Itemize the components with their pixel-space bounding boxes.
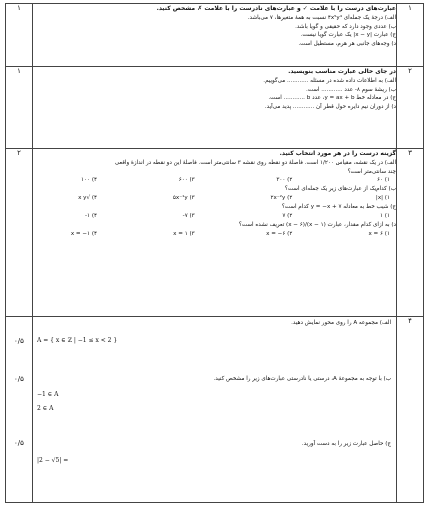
blank-d: د) از دوران نیم دایره حول قطر آن ............ پدید می‌آید. bbox=[264, 104, 396, 111]
question-heading: عبارت‌های درست را با علامت ✓ و عبارت‌های نادرست را با علامت ✗ مشخص کنید. bbox=[156, 5, 396, 12]
part-b-prompt: ب) با توجه به مجموعهٔ A، درستی یا نادرستی عبارت‌های زیر را مشخص کنید. bbox=[213, 376, 391, 382]
score-c: ۰/۵ bbox=[14, 439, 24, 447]
question-body bbox=[33, 149, 397, 317]
option[interactable]: ۱) |x| bbox=[375, 195, 390, 202]
statement-d: د) وجه‌های جانبی هر هرم، مستطیل است. bbox=[298, 41, 396, 48]
mc-options-b bbox=[33, 194, 396, 203]
question-number: ۲ bbox=[397, 67, 424, 149]
question-row-2 bbox=[6, 67, 424, 149]
expression: |2 − √5| = bbox=[37, 457, 69, 464]
statement-b: ب) عددی وجود دارد که حقیقی و گویا باشد. bbox=[295, 23, 396, 30]
part-a-prompt: الف) مجموعه A را روی محور نمایش دهید. bbox=[291, 320, 391, 326]
score-cell: ۱ bbox=[6, 67, 33, 149]
option[interactable]: ۱) ۱ bbox=[380, 213, 390, 220]
set-definition: A = { x ∈ ℤ | −1 ≤ x < 2 } bbox=[37, 337, 118, 344]
option[interactable]: x = −۶ (۲ bbox=[266, 231, 293, 238]
option[interactable]: x = −۱ (۴ bbox=[70, 231, 98, 238]
option[interactable]: ۳) ۷- bbox=[182, 213, 195, 220]
exam-table bbox=[5, 3, 424, 503]
blank-a: الف) به اطلاعات داده شده در مسئله ............ می‌گوییم. bbox=[263, 77, 396, 84]
score-cell: ۱ bbox=[6, 4, 33, 67]
mc-question-a: الف) در یک نقشه، مقیاس ۱/۲۰۰ است. فاصلهٔ دو نقطه روی نقشه ۳ سانتی‌متر است. فاصلهٔ این دو نقطه در اندازهٔ واقعی bbox=[114, 159, 396, 166]
question-heading: گزینه درست را در هر مورد انتخاب کنید. bbox=[279, 150, 396, 157]
mc-options-d bbox=[33, 230, 396, 239]
mc-options-c bbox=[33, 212, 396, 221]
statement-a: الف) درجهٔ یک جمله‌ای ۴x⁵y⁴ نسبت به همهٔ متغیرها، ۷ می‌باشد. bbox=[247, 14, 396, 21]
mc-question-d: د) به ازای کدام مقدار، عبارت (x − ۱)/(x − ۶) تعریف نشده است؟ bbox=[238, 222, 396, 229]
option[interactable]: ۲) ۳۰۰ bbox=[276, 177, 293, 184]
question-body bbox=[33, 4, 397, 67]
membership-1: −1 ∈ A bbox=[37, 391, 59, 398]
question-body bbox=[33, 317, 397, 503]
question-number: ۴ bbox=[397, 317, 424, 503]
option[interactable]: ۲) ۷ bbox=[282, 213, 293, 220]
mc-question-b: ب) کدام‌یک از عبارت‌های زیر یک جمله‌ای است؟ bbox=[284, 186, 396, 193]
question-heading: در جای خالی عبارت مناسب بنویسید. bbox=[288, 68, 396, 75]
exam-sheet bbox=[5, 3, 424, 506]
blank-c: ج) در معادله خط y = ax + b، عدد b ............ است. bbox=[268, 95, 396, 102]
statement-c: ج) عبارت |x − y| یک عبارت گویا نیست. bbox=[300, 32, 396, 39]
option[interactable]: ۳) ۵x⁻¹y bbox=[172, 195, 195, 202]
option[interactable]: x = ۱ (۳ bbox=[173, 231, 195, 238]
score-a: ۰/۵ bbox=[14, 337, 24, 345]
question-number: ۱ bbox=[397, 4, 424, 67]
option[interactable]: x = ۶ (۱ bbox=[368, 231, 390, 238]
mc-question-a-cont: چند سانتی‌متر است؟ bbox=[347, 168, 396, 175]
mc-question-c: ج) شیب خط به معادله y = −x + ۷ کدام است؟ bbox=[281, 204, 396, 211]
question-number: ۳ bbox=[397, 149, 424, 317]
question-row-3 bbox=[6, 149, 424, 317]
score-cell: ۲ bbox=[6, 149, 33, 317]
option[interactable]: ۳) ۶۰۰ bbox=[178, 177, 195, 184]
blank-b: ب) ریشهٔ سوم ۸- عدد ............ است. bbox=[305, 86, 396, 93]
score-column bbox=[6, 317, 33, 503]
mc-options-a bbox=[33, 176, 396, 185]
part-c-prompt: ج) حاصل عبارت زیر را به دست آورید. bbox=[301, 441, 391, 447]
question-row-1 bbox=[6, 4, 424, 67]
option[interactable]: ۲) ۲x⁻²y bbox=[270, 195, 293, 202]
option[interactable]: ۱) ۶۰ bbox=[377, 177, 390, 184]
option[interactable]: ۴) ۱- bbox=[85, 213, 98, 220]
question-row-4 bbox=[6, 317, 424, 503]
option[interactable]: ۴) ۱۰۰ bbox=[81, 177, 98, 184]
question-body bbox=[33, 67, 397, 149]
option[interactable]: ۴) √x y bbox=[78, 195, 98, 202]
score-b: ۰/۵ bbox=[14, 375, 24, 383]
membership-2: 2 ∈ A bbox=[37, 405, 54, 412]
